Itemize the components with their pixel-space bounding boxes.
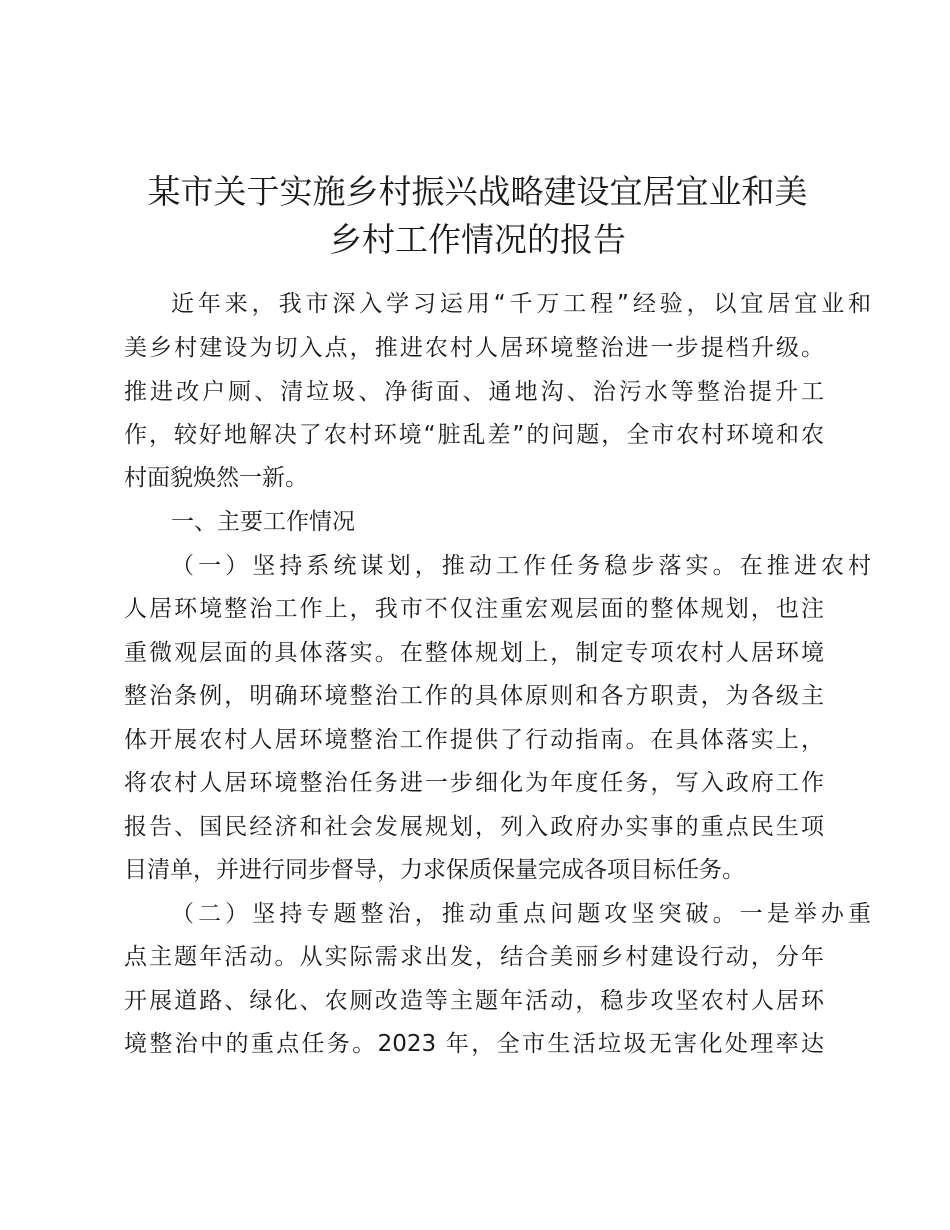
paragraph-two-line-1: （二）坚持专题整治，推动重点问题攻坚突破。一是举办重	[171, 901, 871, 927]
paragraph-one-line-1: （一）坚持系统谋划，推动工作任务稳步落实。在推进农村	[171, 553, 871, 579]
paragraph-intro-line-2: 美乡村建设为切入点，推进农村人居环境整治进一步提档升级。	[124, 335, 824, 361]
paragraph-intro-line-3: 推进改户厕、清垃圾、净街面、通地沟、治污水等整治提升工	[124, 379, 824, 405]
paragraph-intro-line-4: 作，较好地解决了农村环境“脏乱差”的问题，全市农村环境和农	[124, 422, 824, 448]
document-title-line-2: 乡村工作情况的报告	[329, 220, 626, 259]
paragraph-one-line-2: 人居环境整治工作上，我市不仅注重宏观层面的整体规划，也注	[124, 596, 824, 622]
document-title-line-1: 某市关于实施乡村振兴战略建设宜居宜业和美	[147, 172, 808, 211]
paragraph-one-line-5: 体开展农村人居环境整治工作提供了行动指南。在具体落实上，	[124, 727, 824, 753]
paragraph-two-line-2: 点主题年活动。从实际需求出发，结合美丽乡村建设行动，分年	[124, 944, 824, 970]
paragraph-intro-line-1: 近年来，我市深入学习运用“千万工程”经验，以宜居宜业和	[171, 291, 871, 317]
section-heading-main-work: 一、主要工作情况	[171, 509, 355, 535]
paragraph-one-line-7: 报告、国民经济和社会发展规划，列入政府办实事的重点民生项	[124, 814, 824, 840]
paragraph-intro-line-5: 村面貌焕然一新。	[124, 465, 308, 491]
paragraph-one-line-8: 目清单，并进行同步督导，力求保质保量完成各项目标任务。	[124, 857, 745, 883]
paragraph-one-line-4: 整治条例，明确环境整治工作的具体原则和各方职责，为各级主	[124, 683, 824, 709]
paragraph-one-line-3: 重微观层面的具体落实。在整体规划上，制定专项农村人居环境	[124, 640, 824, 666]
paragraph-two-line-4: 境整治中的重点任务。2023 年，全市生活垃圾无害化处理率达	[124, 1031, 824, 1057]
paragraph-two-line-3: 开展道路、绿化、农厕改造等主题年活动，稳步攻坚农村人居环	[124, 988, 824, 1014]
paragraph-one-line-6: 将农村人居环境整治任务进一步细化为年度任务，写入政府工作	[124, 770, 824, 796]
